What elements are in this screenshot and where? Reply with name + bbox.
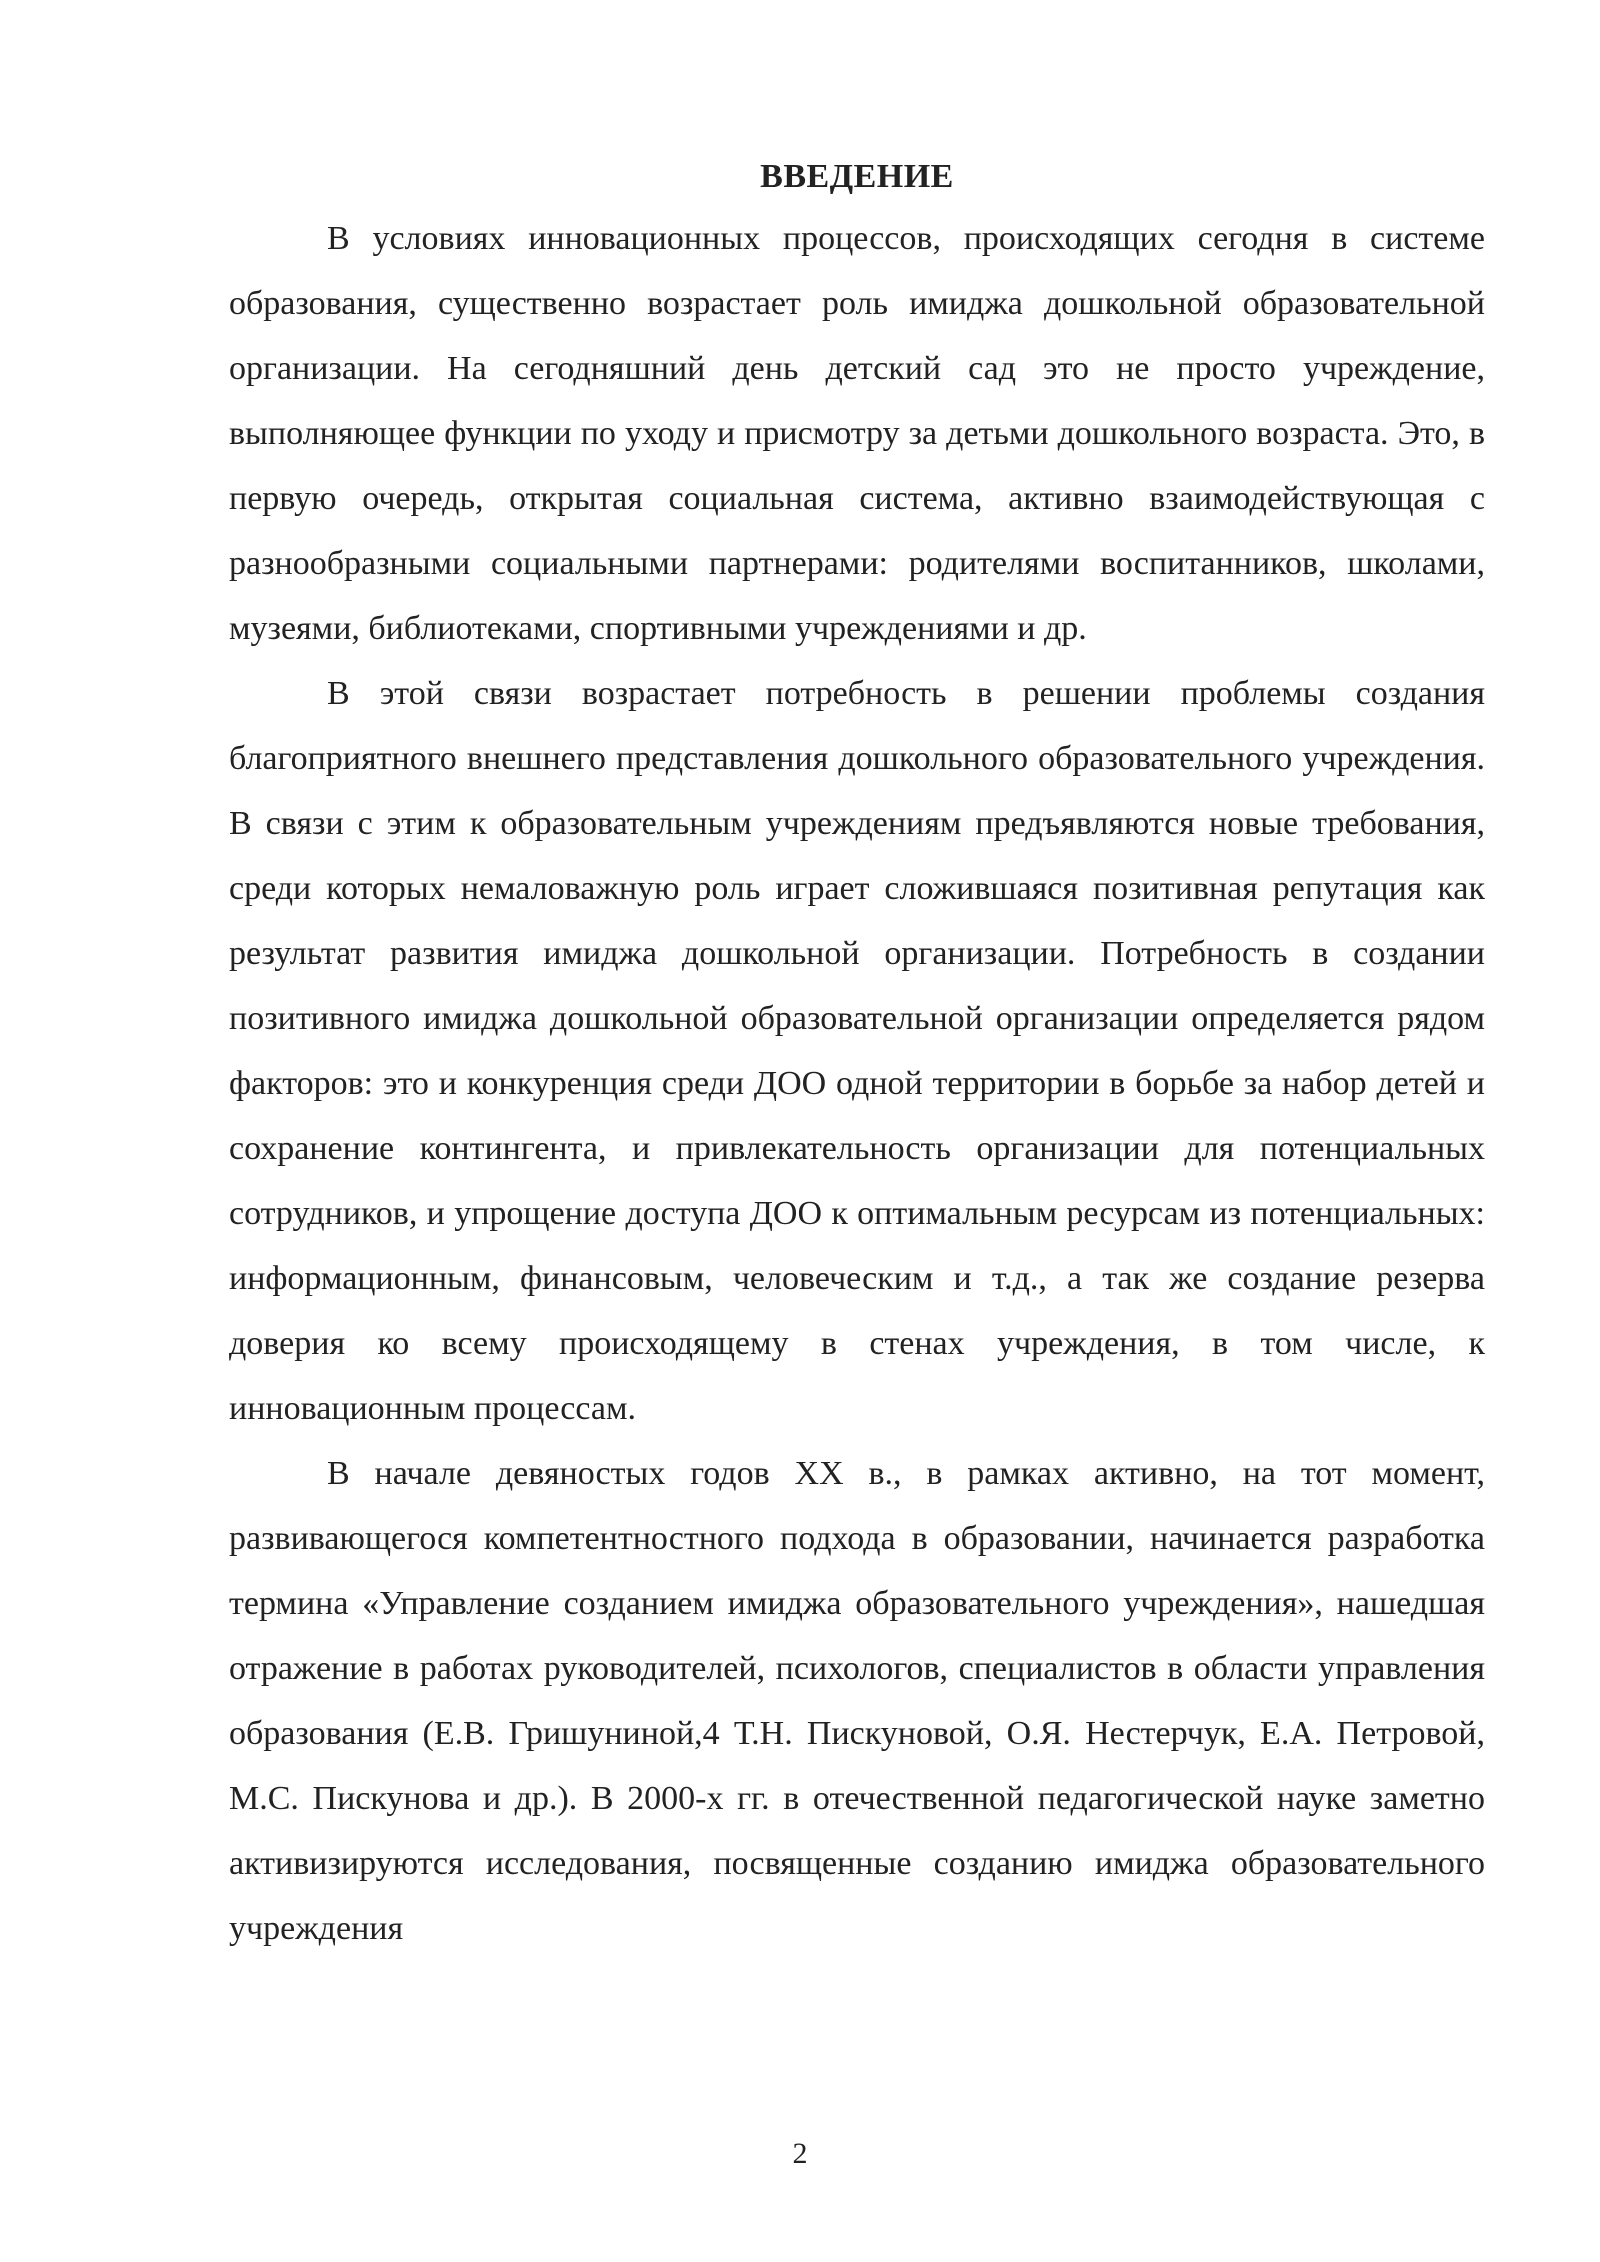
document-page — [229, 148, 1485, 1961]
paragraph-1: В условиях инновационных процессов, происходящих сегодня в системе образования, существенно возрастает роль имиджа дошкольной образовательной организации. На сегодняшний день детский сад это не просто учреждение, выполняющее функции по уходу и присмотру за детьми дошкольного возраста. Это, в первую очередь, открытая социальная система, активно взаимодействующая с разнообразными социальными партнерами: родителями воспитанников, школами, музеями, библиотеками, спортивными учреждениями и др. — [229, 220, 1485, 647]
page-number: 2 — [792, 2137, 808, 2170]
document-heading: ВВЕДЕНИЕ — [760, 158, 954, 195]
paragraph-3: В начале девяностых годов XX в., в рамках активно, на тот момент, развивающегося компетентностного подхода в образовании, начинается разработка термина «Управление созданием имиджа образовательного учреждения», нашедшая отражение в работах руководителей, психологов, специалистов в области управления образования (Е.В. Гришуниной,4 Т.Н. Пискуновой, О.Я. Нестерчук, Е.А. Петровой, М.С. Пискунова и др.). В 2000-х гг. в отечественной педагогической науке заметно активизируются исследования, посвященные созданию имиджа образовательного учреждения — [229, 1455, 1485, 1947]
paragraph-2: В этой связи возрастает потребность в решении проблемы создания благоприятного внешнего представления дошкольного образовательного учреждения. В связи с этим к образовательным учреждениям предъявляются новые требования, среди которых немаловажную роль играет сложившаяся позитивная репутация как результат развития имиджа дошкольной организации. Потребность в создании позитивного имиджа дошкольной образовательной организации определяется рядом факторов: это и конкуренция среди ДОО одной территории в борьбе за набор детей и сохранение контингента, и привлекательность организации для потенциальных сотрудников, и упрощение доступа ДОО к оптимальным ресурсам из потенциальных: информационным, финансовым, человеческим и т.д., а так же создание резерва доверия ко всему происходящему в стенах учреждения, в том числе, к инновационным процессам. — [229, 675, 1485, 1427]
